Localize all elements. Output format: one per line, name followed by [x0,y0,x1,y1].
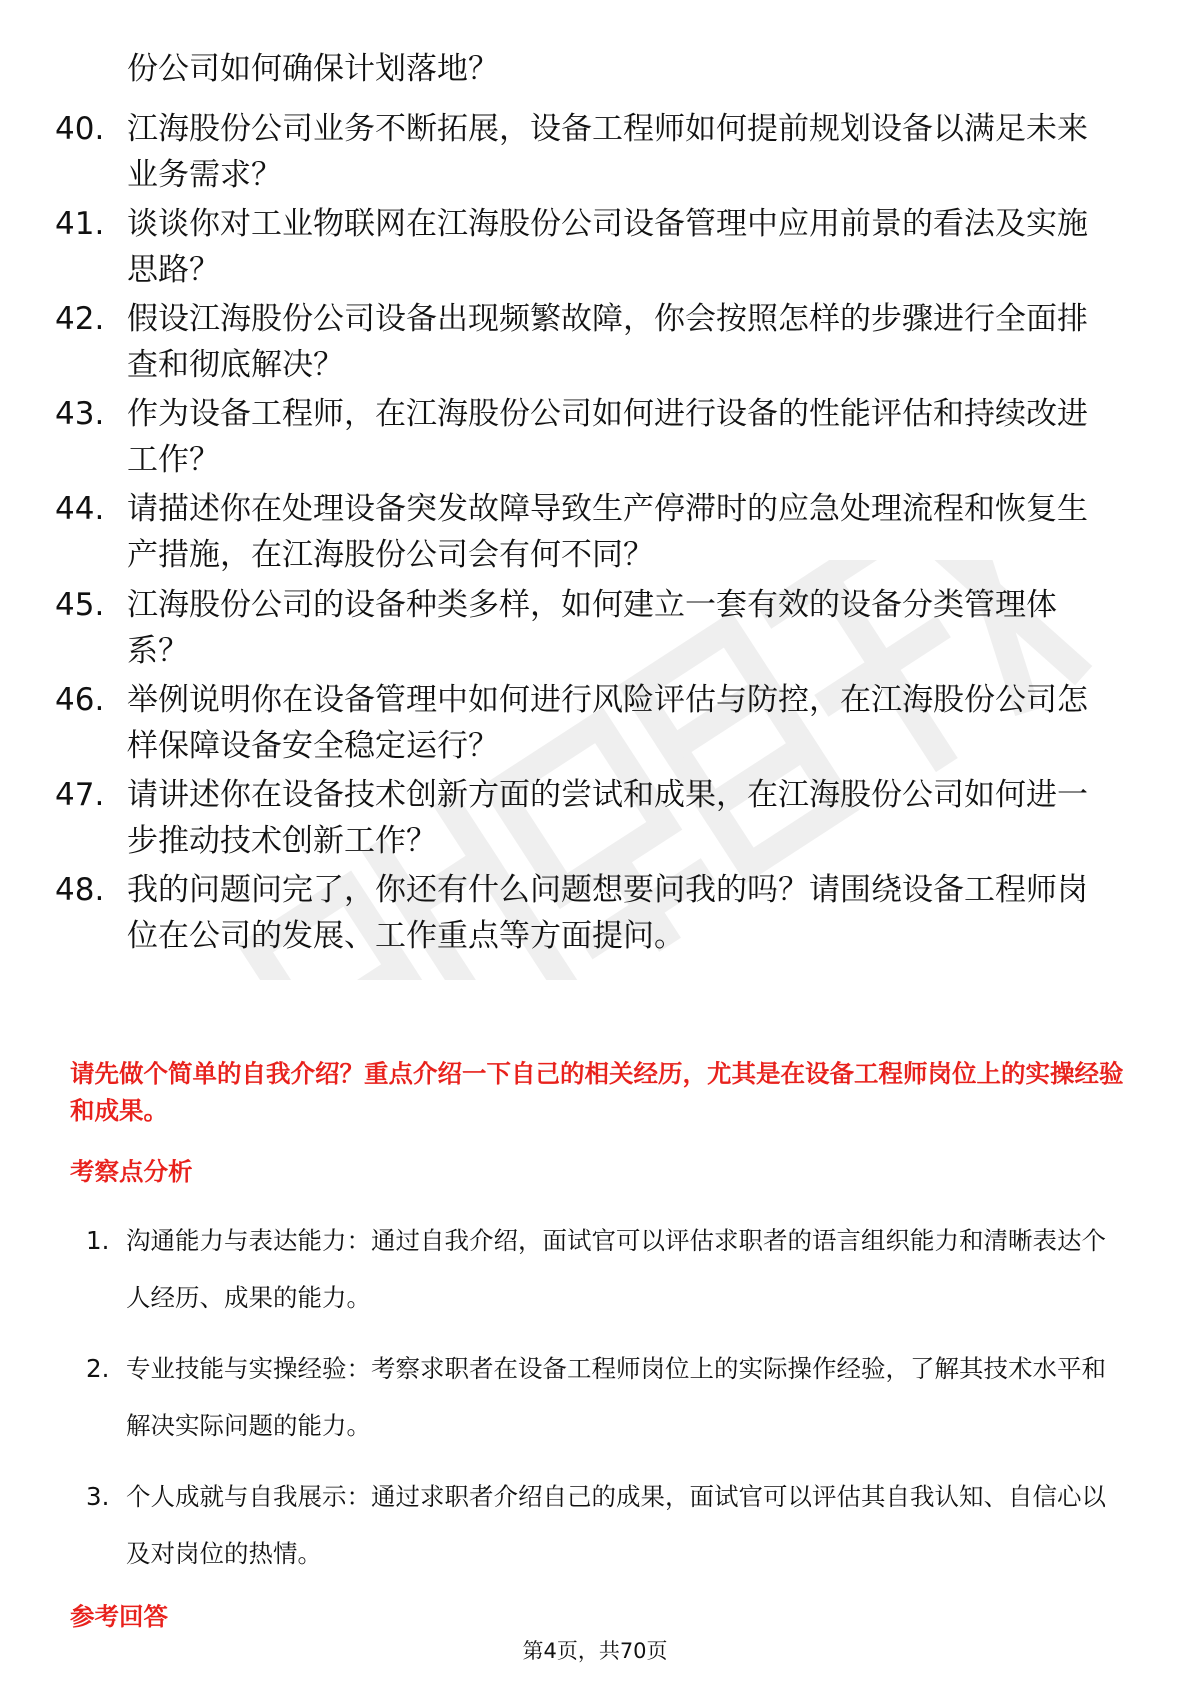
point-number: 1. [86,1226,110,1255]
point-text: 沟通能力与表达能力：通过自我介绍，面试官可以评估求职者的语言组织能力和清晰表达个人经历、成果的能力。 [126,1226,1106,1312]
question-number: 44. [55,491,105,527]
list-item [55,867,1115,959]
point-text: 个人成就与自我展示：通过求职者介绍自己的成果，面试官可以评估其自我认知、自信心以及对岗位的热情。 [126,1482,1106,1568]
question-number: 46. [55,682,105,718]
reference-heading: 参考回答 [70,1602,168,1631]
list-item [86,1468,1126,1582]
question-text: 假设江海股份公司设备出现频繁故障，你会按照怎样的步骤进行全面排查和彻底解决？ [127,301,1088,383]
question-text: 作为设备工程师，在江海股份公司如何进行设备的性能评估和持续改进工作？ [127,396,1088,478]
question-text: 我的问题问完了，你还有什么问题想要问我的吗？请围绕设备工程师岗位在公司的发展、工作重点等方面提问。 [127,872,1088,954]
list-item [55,106,1115,198]
analysis-heading: 考察点分析 [70,1157,193,1186]
question-number: 47. [55,777,105,813]
point-number: 2. [86,1354,110,1383]
point-text: 专业技能与实操经验：考察求职者在设备工程师岗位上的实际操作经验，了解其技术水平和解决实际问题的能力。 [126,1354,1106,1440]
question-number: 43. [55,396,105,432]
question-number: 42. [55,301,105,337]
question-continuation: 份公司如何确保计划落地？ [127,51,499,87]
question-text: 请描述你在处理设备突发故障导致生产停滞时的应急处理流程和恢复生产措施，在江海股份公司会有何不同？ [127,491,1088,573]
page-footer: 第4页，共70页 [522,1639,668,1663]
list-item [55,201,1115,293]
list-item [55,677,1115,769]
list-item [86,1212,1126,1326]
featured-question: 请先做个简单的自我介绍？重点介绍一下自己的相关经历，尤其是在设备工程师岗位上的实操经验和成果。 [70,1059,1124,1125]
question-text: 谈谈你对工业物联网在江海股份公司设备管理中应用前景的看法及实施思路？ [127,206,1088,288]
point-number: 3. [86,1482,110,1511]
list-item [55,296,1115,388]
question-text: 举例说明你在设备管理中如何进行风险评估与防控，在江海股份公司怎样保障设备安全稳定运行？ [127,682,1088,764]
question-number: 41. [55,206,105,242]
question-text: 江海股份公司的设备种类多样，如何建立一套有效的设备分类管理体系？ [127,587,1057,669]
question-number: 45. [55,587,105,623]
question-text: 请讲述你在设备技术创新方面的尝试和成果，在江海股份公司如何进一步推动技术创新工作？ [127,777,1088,859]
list-item [86,1340,1126,1454]
question-text: 江海股份公司业务不断拓展，设备工程师如何提前规划设备以满足未来业务需求？ [127,111,1088,193]
list-item [55,772,1115,864]
question-number: 40. [55,111,105,147]
list-item [55,486,1115,578]
list-item [55,391,1115,483]
question-number: 48. [55,872,105,908]
list-item [55,582,1115,674]
